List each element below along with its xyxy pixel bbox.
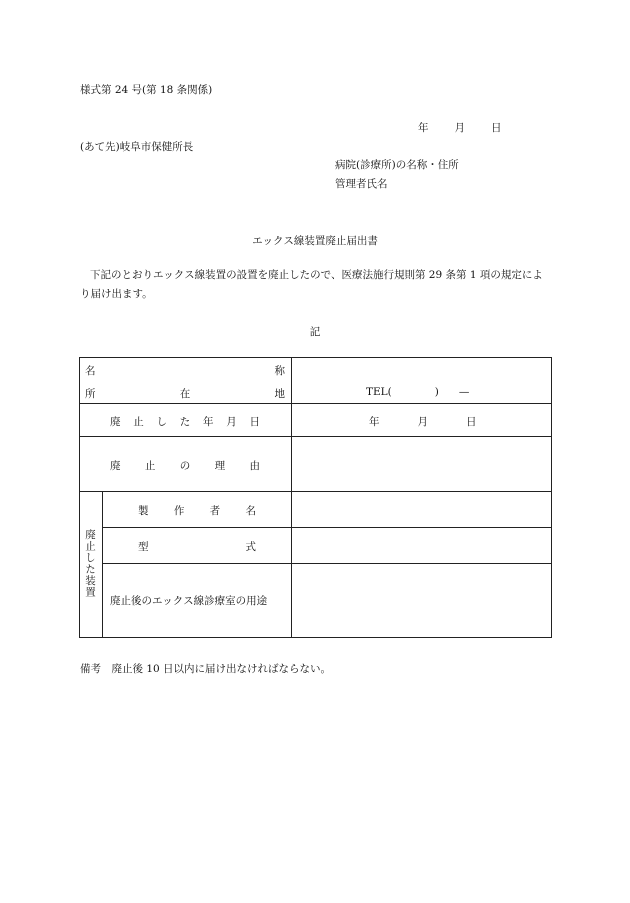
name-label: 名 称 (85, 365, 285, 377)
addressee: (あて先)岐阜市保健所長 (80, 141, 194, 153)
abolished-date-label: 廃 止 し た 年 月 日 (110, 416, 260, 428)
abolished-date-year: 年 (369, 416, 380, 428)
table-border-bottom (79, 637, 552, 638)
tel-field[interactable] (366, 386, 469, 398)
abolished-date-field[interactable] (369, 414, 477, 429)
row-divider (79, 436, 552, 437)
facility-name-address-label: 病院(診療所)の名称・住所 (335, 159, 459, 171)
reason-label: 廃 止 の 理 由 (110, 460, 260, 472)
body-text: 下記のとおりエックス線装置の設置を廃止したので、医療法施行規則第 29 条第 1 項の規定により届け出ます。 (80, 269, 543, 300)
form-number: 様式第 24 号(第 18 条関係) (80, 84, 213, 96)
date-day-label: 日 (491, 122, 502, 134)
device-group-divider (102, 491, 103, 638)
abolished-date-day: 日 (466, 416, 477, 428)
row-divider (79, 403, 552, 404)
label-value-divider (291, 357, 292, 638)
abolished-date-month: 月 (417, 416, 428, 428)
row-divider (102, 563, 552, 564)
manager-name-label: 管理者氏名 (335, 178, 388, 190)
date-year-label: 年 (418, 122, 429, 134)
tel-dash: — (458, 386, 470, 398)
ki-heading: 記 (309, 326, 321, 338)
form-table (79, 357, 552, 638)
row-divider (79, 491, 552, 492)
room-use-label: 廃止後のエックス線診療室の用途 (110, 595, 268, 607)
document-title: エックス線装置廃止届出書 (252, 235, 378, 247)
location-label: 所 在 地 (85, 388, 285, 400)
table-border-left (79, 357, 80, 638)
device-group-label: 廃止した装置 (84, 529, 96, 598)
row-divider (102, 527, 552, 528)
model-label: 型 式 (138, 541, 256, 553)
table-border-top (79, 357, 552, 358)
date-month-label: 月 (454, 122, 465, 134)
tel-prefix: TEL( (366, 386, 392, 398)
remarks-note: 備考 廃止後 10 日以内に届け出なければならない。 (80, 663, 332, 675)
manufacturer-label: 製 作 者 名 (138, 505, 256, 517)
submission-date (418, 120, 502, 135)
table-border-right (551, 357, 552, 638)
tel-close: ) (434, 386, 439, 398)
